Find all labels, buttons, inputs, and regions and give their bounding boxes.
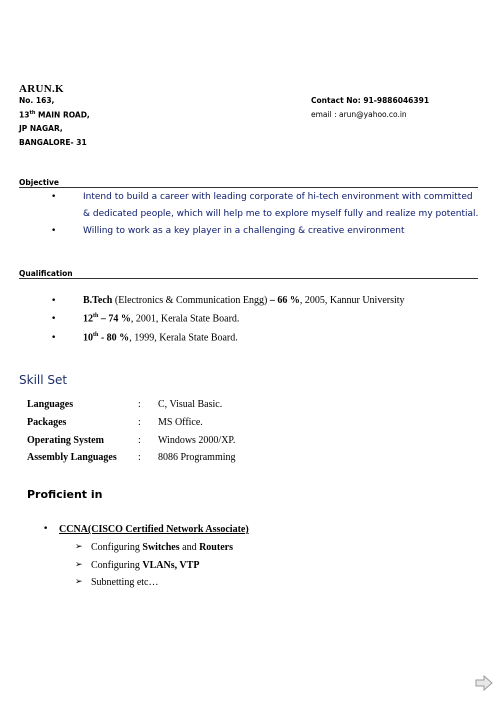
proficient-sub-item: Configuring VLANs, VTP xyxy=(91,560,200,571)
email-address: email : arun@yahoo.co.in xyxy=(311,110,407,119)
bullet-icon: • xyxy=(51,296,57,306)
skill-label: Packages xyxy=(27,417,67,428)
qualification-item: B.Tech (Electronics & Communication Engg) – 66 %, 2005, Kannur University xyxy=(83,295,405,306)
objective-line-3: Willing to work as a key player in a challenging & creative environment xyxy=(83,226,405,236)
qualification-divider xyxy=(19,278,478,279)
skill-colon: : xyxy=(138,399,141,410)
proficient-sub-item: Configuring Switches and Routers xyxy=(91,542,233,553)
objective-line-1: Intend to build a career with leading corporate of hi-tech environment with committed xyxy=(83,192,473,202)
skill-label: Operating System xyxy=(27,435,104,446)
arrow-bullet-icon: ➢ xyxy=(75,577,83,587)
resume-name: ARUN.K xyxy=(19,83,64,95)
objective-line-2: & dedicated people, which will help me to explore myself fully and realize my potential. xyxy=(83,209,479,219)
skill-value: Windows 2000/XP. xyxy=(158,435,236,446)
bullet-icon: • xyxy=(51,333,57,343)
next-arrow-icon[interactable] xyxy=(475,675,493,691)
objective-divider xyxy=(19,187,478,188)
skill-colon: : xyxy=(138,452,141,463)
address-line-2: 13th MAIN ROAD, xyxy=(19,110,90,120)
address-line-1: No. 163, xyxy=(19,96,55,105)
ccna-item: CCNA(CISCO Certified Network Associate) xyxy=(59,524,249,535)
skill-value: MS Office. xyxy=(158,417,203,428)
qualification-item: 12th – 74 %, 2001, Kerala State Board. xyxy=(83,313,240,325)
proficient-heading: Proficient in xyxy=(27,488,103,501)
skill-set-heading: Skill Set xyxy=(19,373,68,387)
address-line-4: BANGALORE- 31 xyxy=(19,138,87,147)
address-line-3: JP NAGAR, xyxy=(19,124,63,133)
bullet-icon: • xyxy=(51,314,57,324)
arrow-bullet-icon: ➢ xyxy=(75,560,83,570)
skill-label: Assembly Languages xyxy=(27,452,117,463)
skill-value: 8086 Programming xyxy=(158,452,236,463)
objective-heading: Objective xyxy=(19,178,59,187)
skill-colon: : xyxy=(138,417,141,428)
arrow-bullet-icon: ➢ xyxy=(75,542,83,552)
bullet-icon: • xyxy=(43,524,49,534)
skill-colon: : xyxy=(138,435,141,446)
contact-number: Contact No: 91-9886046391 xyxy=(311,96,430,105)
skill-value: C, Visual Basic. xyxy=(158,399,223,410)
qualification-heading: Qualification xyxy=(19,269,73,278)
proficient-sub-item: Subnetting etc… xyxy=(91,577,159,588)
skill-label: Languages xyxy=(27,399,74,410)
bullet-icon: • xyxy=(51,192,57,202)
qualification-item: 10th - 80 %, 1999, Kerala State Board. xyxy=(83,332,238,344)
bullet-icon: • xyxy=(51,226,57,236)
